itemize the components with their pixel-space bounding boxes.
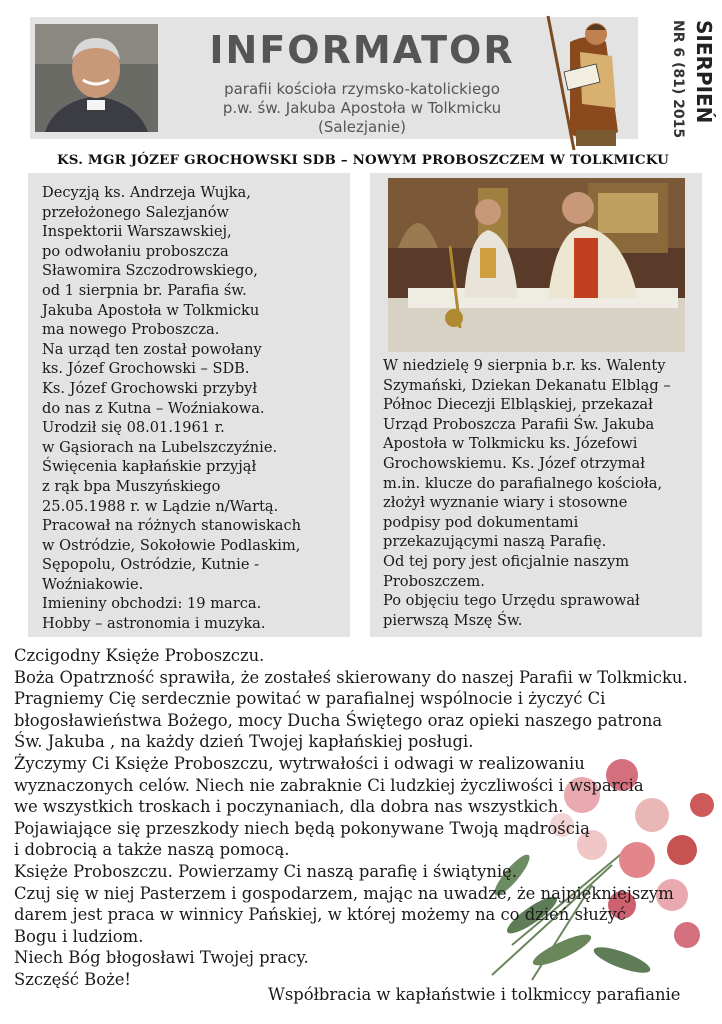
biography-line: Imieniny obchodzi: 19 marca.	[42, 595, 262, 613]
ceremony-line: Po objęciu tego Urzędu sprawował	[383, 592, 640, 610]
priest-portrait-photo	[35, 24, 158, 132]
biography-line: Woźniakowie.	[42, 575, 144, 593]
biography-line: z rąk bpa Muszyńskiego	[42, 477, 221, 495]
subtitle-line-1: parafii kościoła rzymsko-katolickiego	[224, 80, 500, 98]
biography-line: Sępopolu, Ostródzie, Kutnie -	[42, 556, 260, 574]
ceremony-line: W niedzielę 9 sierpnia b.r. ks. Walenty	[383, 357, 666, 374]
issue-month: SIERPIEŃ	[692, 20, 716, 124]
issue-info-vertical	[640, 20, 716, 145]
subtitle-line-2: p.w. św. Jakuba Apostoła w Tolkmicku	[222, 99, 502, 117]
ceremony-line: Szymański, Dziekan Dekanatu Elbląg –	[383, 376, 671, 394]
ceremony-line: pierwszą Mszę Św.	[383, 611, 523, 629]
biography-line: w Ostródzie, Sokołowie Podlaskim,	[42, 536, 301, 554]
biography-line: Decyzją ks. Andrzeja Wujka,	[42, 184, 251, 201]
letter-line: Czcigodny Księże Proboszczu.	[14, 646, 265, 665]
biography-line: Hobby – astronomia i muzyka.	[42, 615, 266, 633]
ceremony-line: Od tej pory jest oficjalnie naszym	[383, 552, 630, 570]
biography-line: od 1 sierpnia br. Parafia św.	[42, 281, 247, 299]
article-headline: KS. MGR JÓZEF GROCHOWSKI SDB – NOWYM PROBOSZCZEM W TOLKMICKU	[56, 152, 670, 168]
biography-line: przełożonego Salezjanów	[42, 203, 230, 221]
letter-line: Szczęść Boże!	[14, 969, 132, 989]
ceremony-line: podpisy pod dokumentami	[383, 513, 579, 531]
ceremony-line: m.in. klucze do parafialnego kościoła,	[383, 474, 663, 492]
biography-line: po odwołaniu proboszcza	[42, 242, 229, 260]
biography-line: Pracował na różnych stanowiskach	[42, 517, 302, 535]
biography-line: Urodził się 08.01.1961 r.	[42, 419, 225, 437]
letter-line: Św. Jakuba , na każdy dzień Twojej kapłańskiej posługi.	[14, 732, 474, 752]
biography-line: Na urząd ten został powołany	[42, 340, 262, 358]
ceremony-line: Proboszczem.	[383, 572, 485, 590]
newsletter-title: INFORMATOR	[209, 28, 515, 72]
biography-line: ks. Józef Grochowski – SDB.	[42, 360, 250, 378]
ceremony-line: przekazującymi naszą Parafię.	[383, 533, 607, 551]
biography-line: 25.05.1988 r. w Lądzie n/Wartą.	[42, 497, 279, 515]
biography-line: w Gąsiorach na Lubelszczyźnie.	[42, 438, 278, 456]
letter-line: Pragniemy Cię serdecznie powitać w parafialnej wspólnocie i życzyć Ci	[14, 689, 606, 709]
ceremony-line: Urząd Proboszcza Parafii Św. Jakuba	[383, 415, 655, 433]
letter-line: we wszystkich troskach i poczynaniach, dla dobra nas wszystkich.	[14, 797, 564, 817]
ceremony-line: Północ Diecezji Elbląskiej, przekazał	[383, 396, 653, 414]
letter-line: wyznaczonych celów. Niech nie zabraknie Ci ludzkiej życzliwości i wsparcia	[14, 775, 644, 795]
letter-line: Pojawiające się przeszkody niech będą pokonywane Twoją mądrością	[14, 818, 590, 838]
saint-james-illustration	[540, 12, 640, 152]
ceremony-line: złożył wyznanie wiary i stosowne	[383, 494, 628, 512]
letter-line: darem jest praca w winnicy Pańskiej, w której możemy na co dzień służyć	[14, 905, 626, 925]
letter-line: Księże Proboszczu. Powierzamy Ci naszą parafię i świątynię.	[14, 861, 518, 881]
letter-line: Niech Bóg błogosławi Twojej pracy.	[14, 948, 309, 968]
ceremony-line: Grochowskiemu. Ks. Józef otrzymał	[383, 454, 645, 472]
biography-line: Święcenia kapłańskie przyjął	[42, 458, 257, 476]
ceremony-text	[383, 356, 698, 630]
letter-line: Bogu i ludziom.	[14, 926, 144, 946]
letter-line: Życzymy Ci Księże Proboszczu, wytrwałości i odwagi w realizowaniu	[14, 753, 585, 773]
subtitle-line-3: (Salezjanie)	[318, 118, 406, 136]
issue-number: NR 6 (81) 2015	[670, 20, 686, 139]
biography-line: Ks. Józef Grochowski przybył	[42, 379, 258, 397]
biography-line: Jakuba Apostoła w Tolkmicku	[42, 301, 260, 319]
letter-line: Czuj się w niej Pasterzem i gospodarzem, mając na uwadze, że najpiękniejszym	[14, 883, 674, 903]
biography-line: Inspektorii Warszawskiej,	[42, 223, 232, 241]
biography-line: do nas z Kutna – Woźniakowa.	[42, 399, 265, 417]
letter-line: Boża Opatrzność sprawiła, że zostałeś skierowany do naszej Parafii w Tolkmicku.	[14, 667, 688, 687]
biography-line: Sławomira Szczodrowskiego,	[42, 262, 258, 280]
letter-line: błogosławieństwa Bożego, mocy Ducha Świętego oraz opieki naszego patrona	[14, 710, 663, 730]
letter-line: i dobrocią a także naszą pomocą.	[14, 840, 290, 860]
greeting-letter-text	[14, 645, 720, 991]
ceremony-line: Apostoła w Tolkmicku ks. Józefowi	[383, 435, 638, 453]
letter-signature: Współbracia w kapłaństwie i tolkmiccy parafianie	[268, 985, 681, 1004]
biography-text	[42, 183, 342, 634]
installation-ceremony-photo	[388, 178, 685, 352]
biography-line: ma nowego Proboszcza.	[42, 321, 220, 339]
